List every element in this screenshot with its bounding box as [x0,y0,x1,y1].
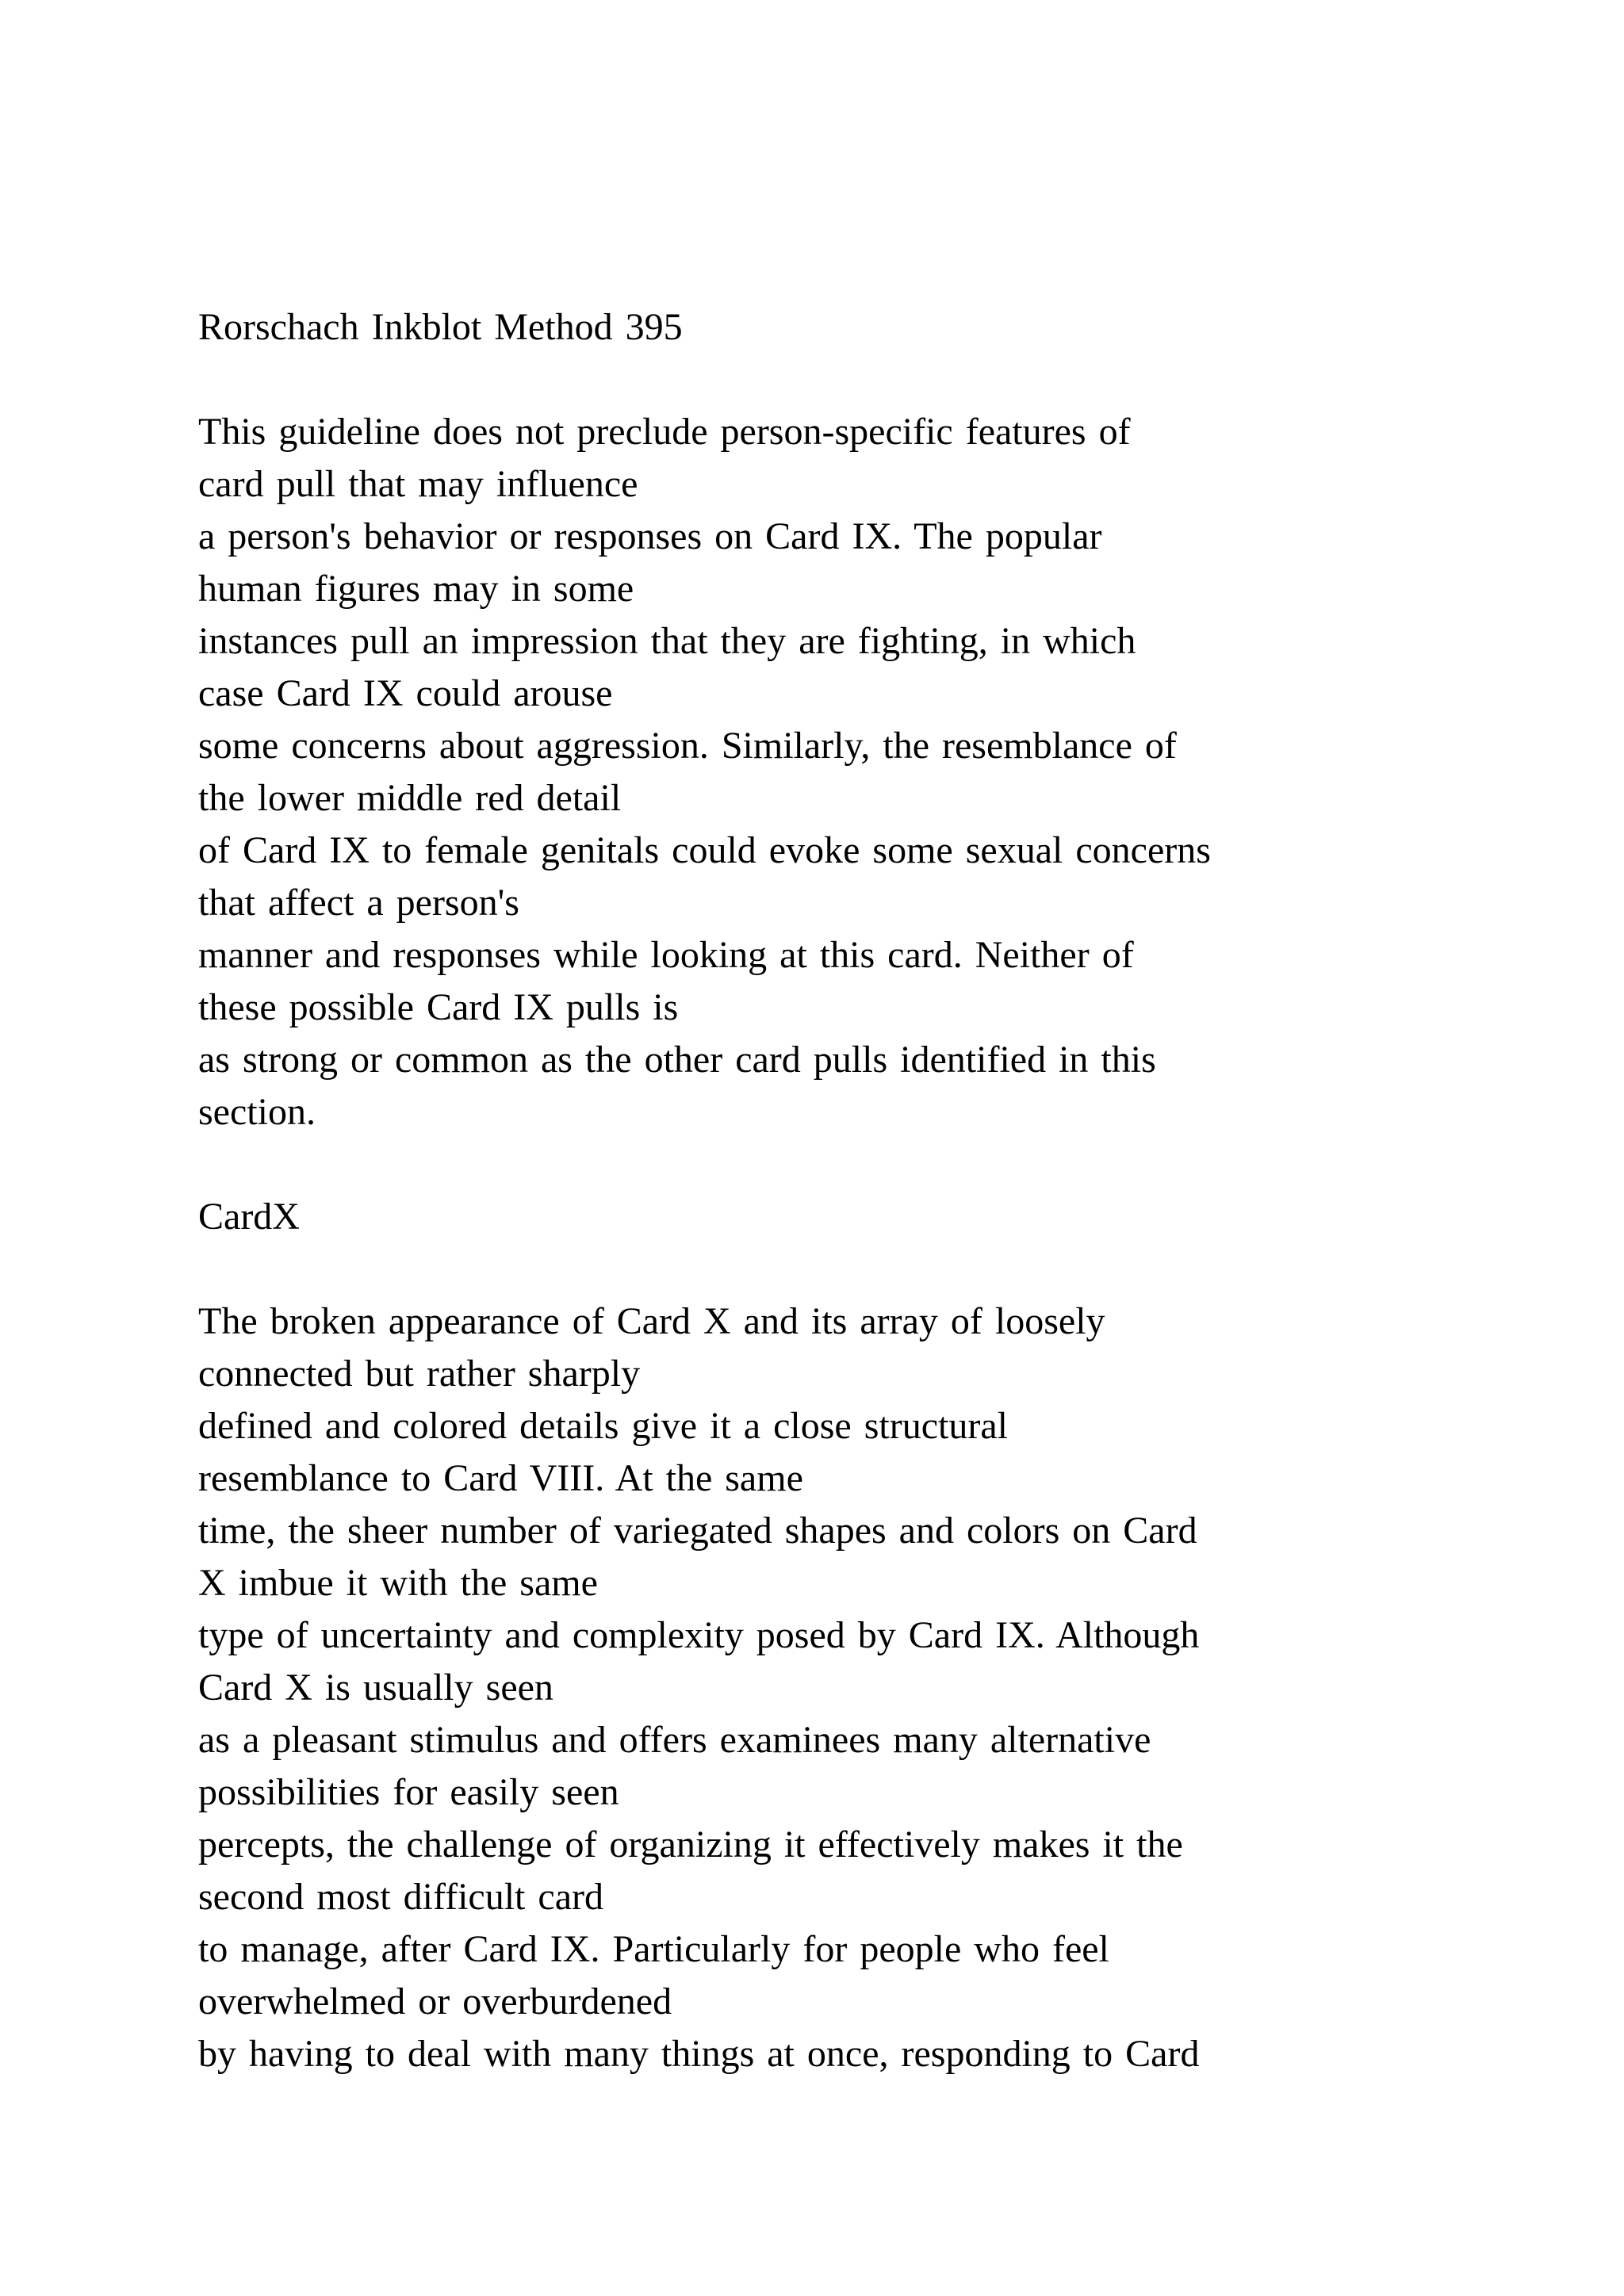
text-line: connected but rather sharply [198,1353,641,1395]
paragraph-gap [198,1243,1546,1295]
text-line: case Card IX could arouse [198,672,613,714]
text-line: second most difficult card [198,1876,603,1918]
text-line: some concerns about aggression. Similarly, the resemblance of [198,725,1177,767]
running-head: Rorschach Inkblot Method 395 [198,306,683,348]
text-line: by having to deal with many things at once, responding to Card [198,2033,1200,2075]
section-heading: CardX [198,1196,300,1238]
text-line: The broken appearance of Card X and its array of loosely [198,1300,1105,1342]
text-line: instances pull an impression that they are fighting, in which [198,620,1136,662]
text-line: these possible Card IX pulls is [198,986,679,1028]
paragraph-card-ix [198,406,1546,1138]
text-line: X imbue it with the same [198,1562,598,1604]
text-line: the lower middle red detail [198,777,622,819]
text-line: Card X is usually seen [198,1667,553,1709]
text-line: type of uncertainty and complexity posed by Card IX. Although [198,1614,1200,1656]
paragraph-card-x [198,1295,1546,2080]
text-line: time, the sheer number of variegated shapes and colors on Card [198,1510,1197,1552]
text-line: to manage, after Card IX. Particularly for people who feel [198,1928,1109,1970]
text-line: section. [198,1091,316,1133]
text-line: possibilities for easily seen [198,1771,619,1813]
text-line: a person's behavior or responses on Card IX. The popular [198,515,1102,557]
text-line: as strong or common as the other card pulls identified in this [198,1039,1156,1081]
text-line: percepts, the challenge of organizing it effectively makes it the [198,1823,1183,1866]
text-line: This guideline does not preclude person-specific features of [198,411,1131,453]
text-line: manner and responses while looking at this card. Neither of [198,934,1134,976]
paragraph-gap [198,354,1546,406]
paragraph-gap [198,1138,1546,1191]
text-line: as a pleasant stimulus and offers examinees many alternative [198,1719,1151,1761]
text-line: human figures may in some [198,568,634,610]
text-line: of Card IX to female genitals could evoke some sexual concerns [198,829,1211,871]
text-line: card pull that may influence [198,463,638,505]
text-line: overwhelmed or overburdened [198,1980,672,2022]
text-line: resemblance to Card VIII. At the same [198,1457,803,1499]
text-line: that affect a person's [198,882,519,924]
document-body [198,301,1546,2080]
text-line: defined and colored details give it a close structural [198,1405,1008,1447]
